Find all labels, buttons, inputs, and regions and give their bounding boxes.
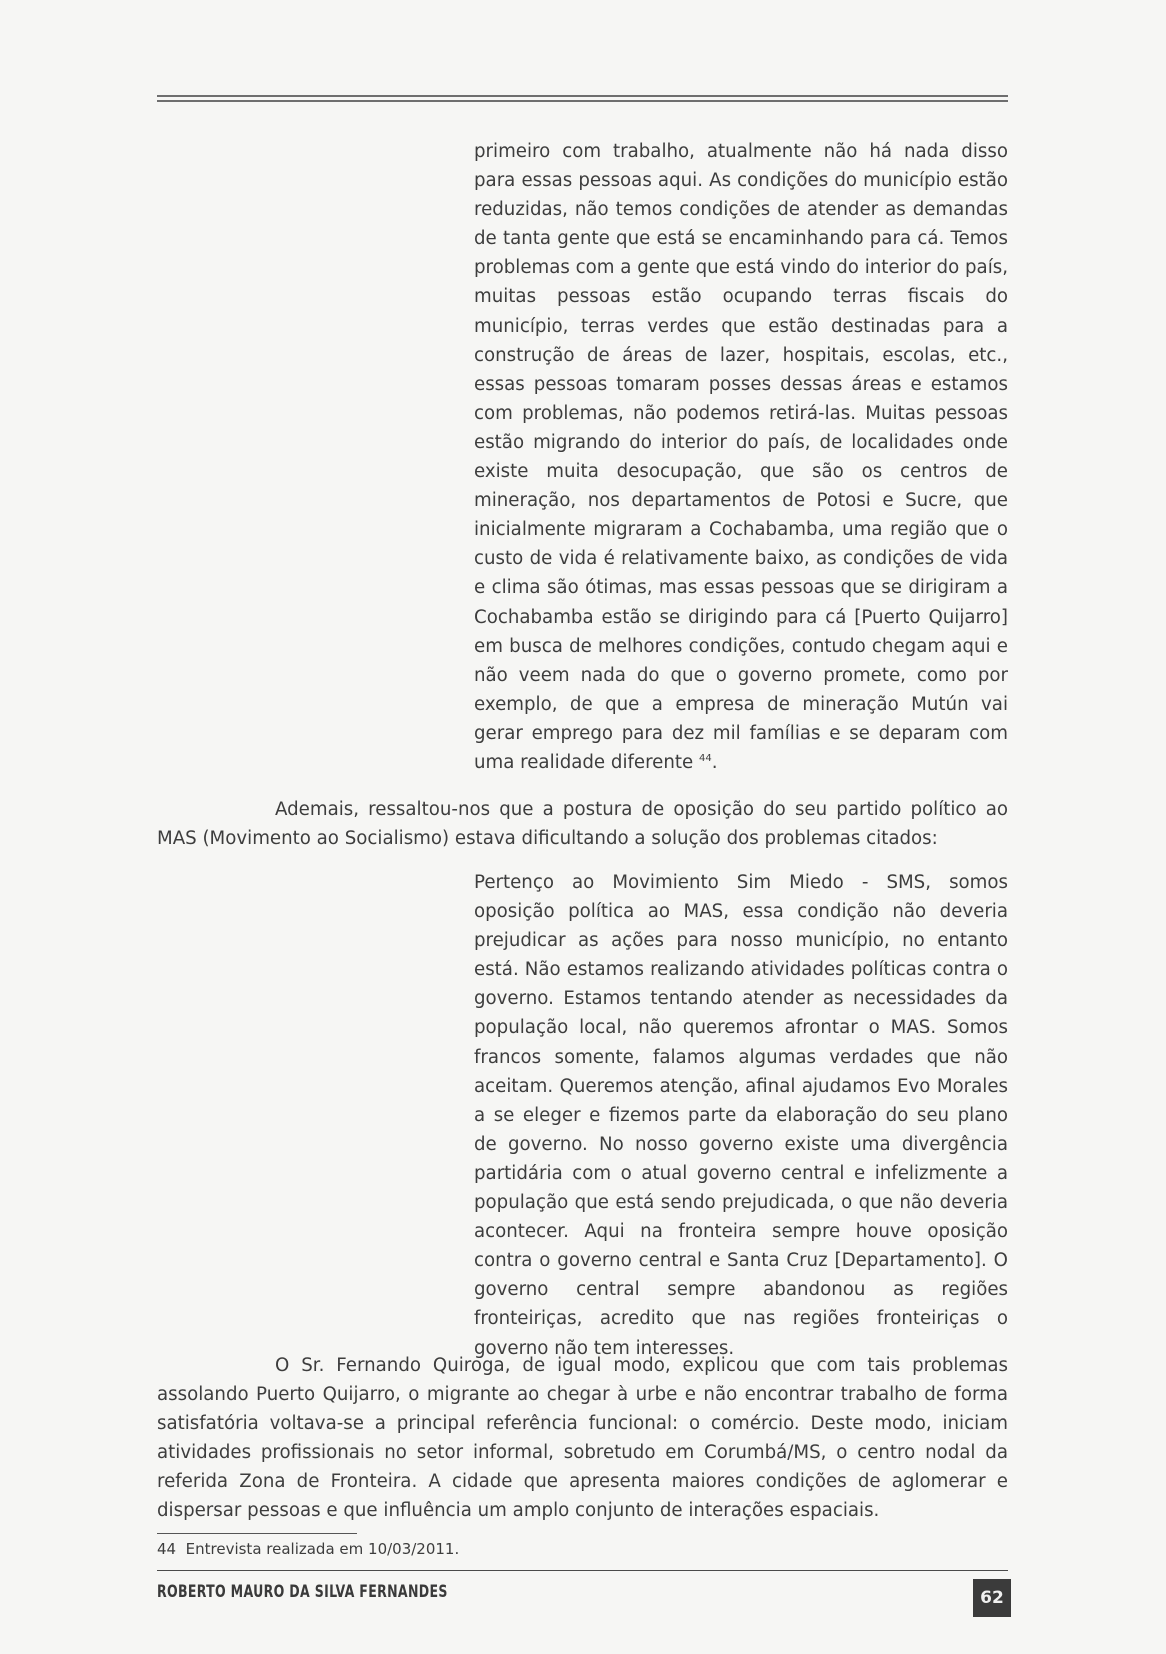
body-paragraph-2: O Sr. Fernando Quiroga, de igual modo, explicou que com tais problemas assolando Puerto Quijarro, o migrante ao chegar à urbe e não encontrar trabalho de forma satisfatória voltava-se a principal referência funcional: o comércio. Deste modo, iniciam atividades profissionais no setor informal, sobretudo em Corumbá/MS, o centro nodal da referida Zona de Fronteira. A cidade que apresenta maiores condições de aglomerar e dispersar pessoas e que influência um amplo conjunto de interações espaciais. bbox=[157, 1355, 1008, 1522]
footnote-reference[interactable]: 44 bbox=[699, 752, 712, 764]
block-quote-1-text: primeiro com trabalho, atualmente não há nada disso para essas pessoas aqui. As condições do município estão reduzidas, não temos condições de atender as demandas de tanta gente que está se encaminhando para cá. Temos problemas com a gente que está vindo do interior do país, muitas pessoas estão ocupando terras fiscais do município, terras verdes que estão destinadas para a construção de áreas de lazer, hospitais, escolas, etc., essas pessoas tomaram posses dessas áreas e estamos com problemas, não podemos retirá-las. Muitas pessoas estão migrando do interior do país, de localidades onde existe muita desocupação, que são os centros de mineração, nos departamentos de Potosi e Sucre, que inicialmente migraram a Cochabamba, uma região que o custo de vida é relativamente baixo, as condições de vida e clima são ótimas, mas essas pessoas que se dirigiram a Cochabamba estão se dirigindo para cá [Puerto Quijarro] em busca de melhores condições, contudo chegam aqui e não veem nada do que o governo promete, como por exemplo, de que a empresa de mineração Mutún vai gerar emprego para dez mil famílias e se deparam com uma realidade diferente bbox=[474, 141, 1008, 773]
footnote-number: 44 bbox=[157, 1540, 177, 1558]
footnote-separator bbox=[157, 1533, 357, 1534]
footnote bbox=[157, 1538, 459, 1560]
block-quote-1 bbox=[474, 137, 1008, 777]
block-quote-2: Pertenço ao Movimiento Sim Miedo - SMS, somos oposição política ao MAS, essa condição não deveria prejudicar as ações para nosso município, no entanto está. Não estamos realizando atividades políticas contra o governo. Estamos tentando atender as necessidades da população local, não queremos afrontar o MAS. Somos francos somente, falamos algumas verdades que não aceitam. Queremos atenção, afinal ajudamos Evo Morales a se eleger e fizemos parte da elaboração do seu plano de governo. No nosso governo existe uma divergência partidária com o atual governo central e infelizmente a população que está sendo prejudicada, o que não deveria acontecer. Aqui na fronteira sempre houve oposição contra o governo central e Santa Cruz [Departamento]. O governo central sempre abandonou as regiões fronteiriças, acredito que nas regiões fronteiriças o governo não tem interesses. bbox=[474, 872, 1008, 1359]
header-double-rule bbox=[157, 95, 1008, 102]
page-number-badge: 62 bbox=[973, 1579, 1011, 1617]
block-quote-1-end: . bbox=[711, 751, 718, 773]
running-footer-author: ROBERTO MAURO DA SILVA FERNANDES bbox=[157, 1582, 448, 1602]
footer-rule bbox=[157, 1570, 1008, 1571]
footnote-text: Entrevista realizada em 10/03/2011. bbox=[185, 1540, 460, 1558]
body-paragraph-1: Ademais, ressaltou-nos que a postura de oposição do seu partido político ao MAS (Movimento ao Socialismo) estava dificultando a solução dos problemas citados: bbox=[157, 799, 1008, 850]
